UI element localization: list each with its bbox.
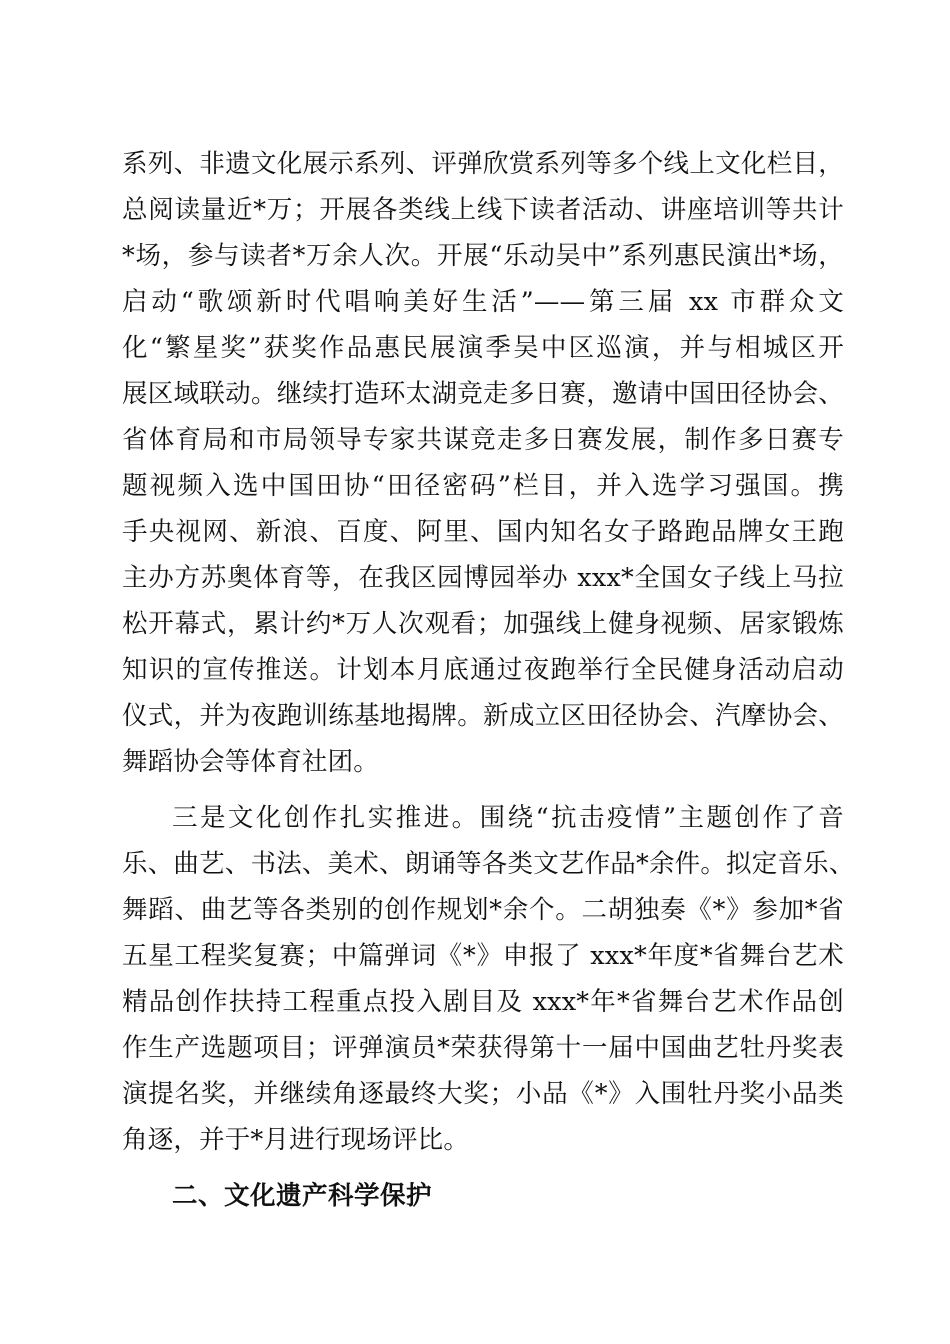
text-line: 化“繁星奖”获奖作品惠民展演季吴中区巡演，并与相城区开 — [122, 333, 844, 363]
text-line: 舞蹈协会等体育社团。 — [122, 747, 380, 777]
text-line: 乐、曲艺、书法、美术、朗诵等各类文艺作品*余件。拟定音乐、 — [122, 849, 855, 879]
text-line: 作生产选题项目；评弹演员*荣获得第十一届中国曲艺牡丹奖表 — [122, 1033, 844, 1063]
section-heading: 二、文化遗产科学保护 — [172, 1181, 433, 1211]
text-line: 角逐，并于*月进行现场评比。 — [122, 1125, 470, 1155]
text-line: *场，参与读者*万余人次。开展“乐动吴中”系列惠民演出*场， — [122, 241, 844, 271]
text-line: 主办方苏奥体育等，在我区园博园举办 xxx*全国女子线上马拉 — [122, 563, 844, 593]
text-line: 省体育局和市局领导专家共谋竞走多日赛发展，制作多日赛专 — [122, 425, 844, 455]
text-line: 三是文化创作扎实推进。围绕“抗击疫情”主题创作了音 — [172, 803, 844, 833]
text-line: 系列、非遗文化展示系列、评弹欣赏系列等多个线上文化栏目， — [122, 149, 844, 179]
text-line: 手央视网、新浪、百度、阿里、国内知名女子路跑品牌女王跑 — [122, 517, 844, 547]
text-line: 精品创作扶持工程重点投入剧目及 xxx*年*省舞台艺术作品创 — [122, 987, 844, 1017]
text-line: 启动“歌颂新时代唱响美好生活”——第三届 xx 市群众文 — [122, 287, 844, 317]
text-line: 总阅读量近*万；开展各类线上线下读者活动、讲座培训等共计 — [122, 195, 844, 225]
text-line: 展区域联动。继续打造环太湖竞走多日赛，邀请中国田径协会、 — [122, 379, 844, 409]
text-line: 松开幕式，累计约*万人次观看；加强线上健身视频、居家锻炼 — [122, 609, 844, 639]
text-line: 题视频入选中国田协“田径密码”栏目，并入选学习强国。携 — [122, 471, 844, 501]
text-line: 仪式，并为夜跑训练基地揭牌。新成立区田径协会、汽摩协会、 — [122, 701, 844, 731]
text-line: 知识的宣传推送。计划本月底通过夜跑举行全民健身活动启动 — [122, 655, 844, 685]
text-line: 舞蹈、曲艺等各类别的创作规划*余个。二胡独奏《*》参加*省 — [122, 895, 844, 925]
text-line: 五星工程奖复赛；中篇弹词《*》申报了 xxx*年度*省舞台艺术 — [122, 941, 844, 971]
text-line: 演提名奖，并继续角逐最终大奖；小品《*》入围牡丹奖小品类 — [122, 1079, 844, 1109]
